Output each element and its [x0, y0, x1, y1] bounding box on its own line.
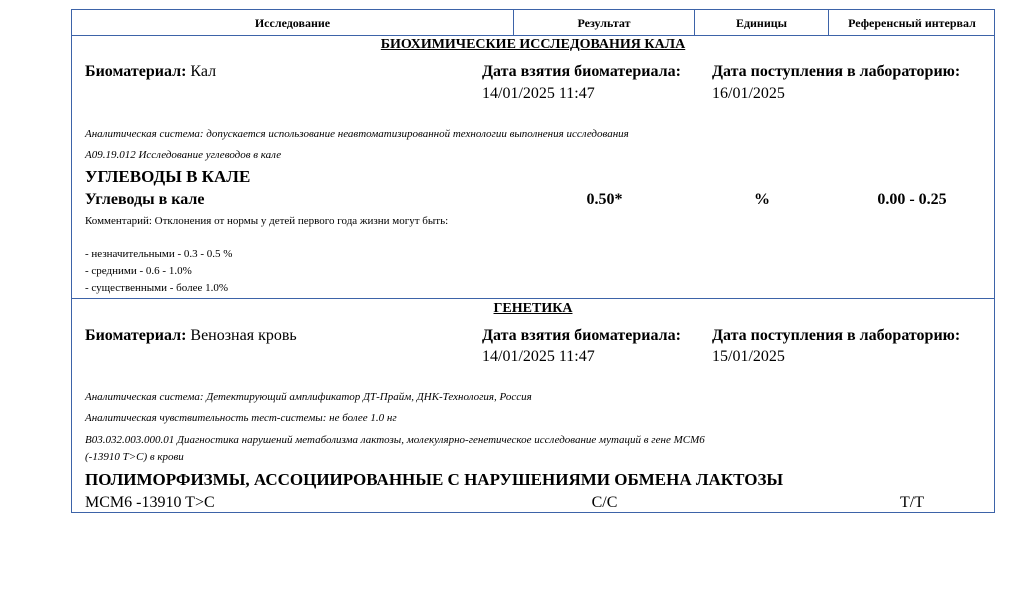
test-title-2: ПОЛИМОРФИЗМЫ, АССОЦИИРОВАННЫЕ С НАРУШЕНИЯМИ ОБМЕНА ЛАКТОЗЫ [85, 470, 784, 489]
result-value-1: 0.50* [586, 191, 623, 208]
biomaterial-2 [85, 327, 297, 345]
analytic-system-1: Аналитическая система: допускается использование неавтоматизированной технологии выполнения исследования [85, 128, 629, 140]
comment-line: - существенными - более 1.0% [85, 282, 229, 294]
biomaterial-value: Кал [190, 63, 217, 80]
collect-date-1: 14/01/2025 11:47 [482, 85, 595, 102]
receipt-date-label-2: Дата поступления в лабораторию: [712, 327, 961, 344]
section-title-genetics: ГЕНЕТИКА [493, 301, 573, 316]
comment-1: Комментарий: Отклонения от нормы у детей первого года жизни могут быть: [85, 215, 449, 227]
collect-date-label-2: Дата взятия биоматериала: [482, 327, 681, 344]
result-reference-1: 0.00 - 0.25 [877, 191, 947, 208]
service-code-2-cont: (-13910 T>C) в крови [85, 451, 184, 463]
section-title-biochem: БИОХИМИЧЕСКИЕ ИССЛЕДОВАНИЯ КАЛА [380, 37, 686, 52]
biomaterial-1 [85, 63, 216, 81]
result-value-2: C/C [591, 494, 618, 511]
comment-line: - средними - 0.6 - 1.0% [85, 265, 192, 277]
service-code-2: B03.032.003.000.01 Диагностика нарушений метаболизма лактозы, молекулярно-генетическое исследование мутаций в гене MCM6 [85, 434, 705, 446]
receipt-date-2: 15/01/2025 [712, 348, 785, 365]
biomaterial-value: Венозная кровь [190, 327, 297, 344]
service-code-1: A09.19.012 Исследование углеводов в кале [85, 149, 282, 161]
header-units: Единицы [695, 10, 829, 35]
header-study: Исследование [72, 10, 514, 35]
header-result: Результат [514, 10, 695, 35]
result-units-1: % [754, 191, 770, 208]
result-name-2: MCM6 -13910 T>C [85, 494, 215, 511]
report-table [71, 9, 995, 513]
analytic-system-2: Аналитическая система: Детектирующий амплификатор ДТ-Прайм, ДНК-Технология, Россия [85, 391, 532, 403]
result-name-1: Углеводы в кале [85, 191, 205, 208]
receipt-date-label-1: Дата поступления в лабораторию: [712, 63, 961, 80]
biomaterial-label: Биоматериал: [85, 327, 187, 344]
collect-date-2: 14/01/2025 11:47 [482, 348, 595, 365]
header-reference: Референсный интервал [848, 16, 976, 30]
collect-date-label-1: Дата взятия биоматериала: [482, 63, 681, 80]
biomaterial-label: Биоматериал: [85, 63, 187, 80]
receipt-date-1: 16/01/2025 [712, 85, 785, 102]
result-reference-2: T/T [900, 494, 924, 511]
section-divider [72, 298, 994, 299]
test-title-1: УГЛЕВОДЫ В КАЛЕ [85, 167, 251, 186]
table-header [72, 10, 994, 36]
comment-line: - незначительными - 0.3 - 0.5 % [85, 248, 233, 260]
analytic-sensitivity-2: Аналитическая чувствительность тест-системы: не более 1.0 нг [85, 412, 397, 424]
